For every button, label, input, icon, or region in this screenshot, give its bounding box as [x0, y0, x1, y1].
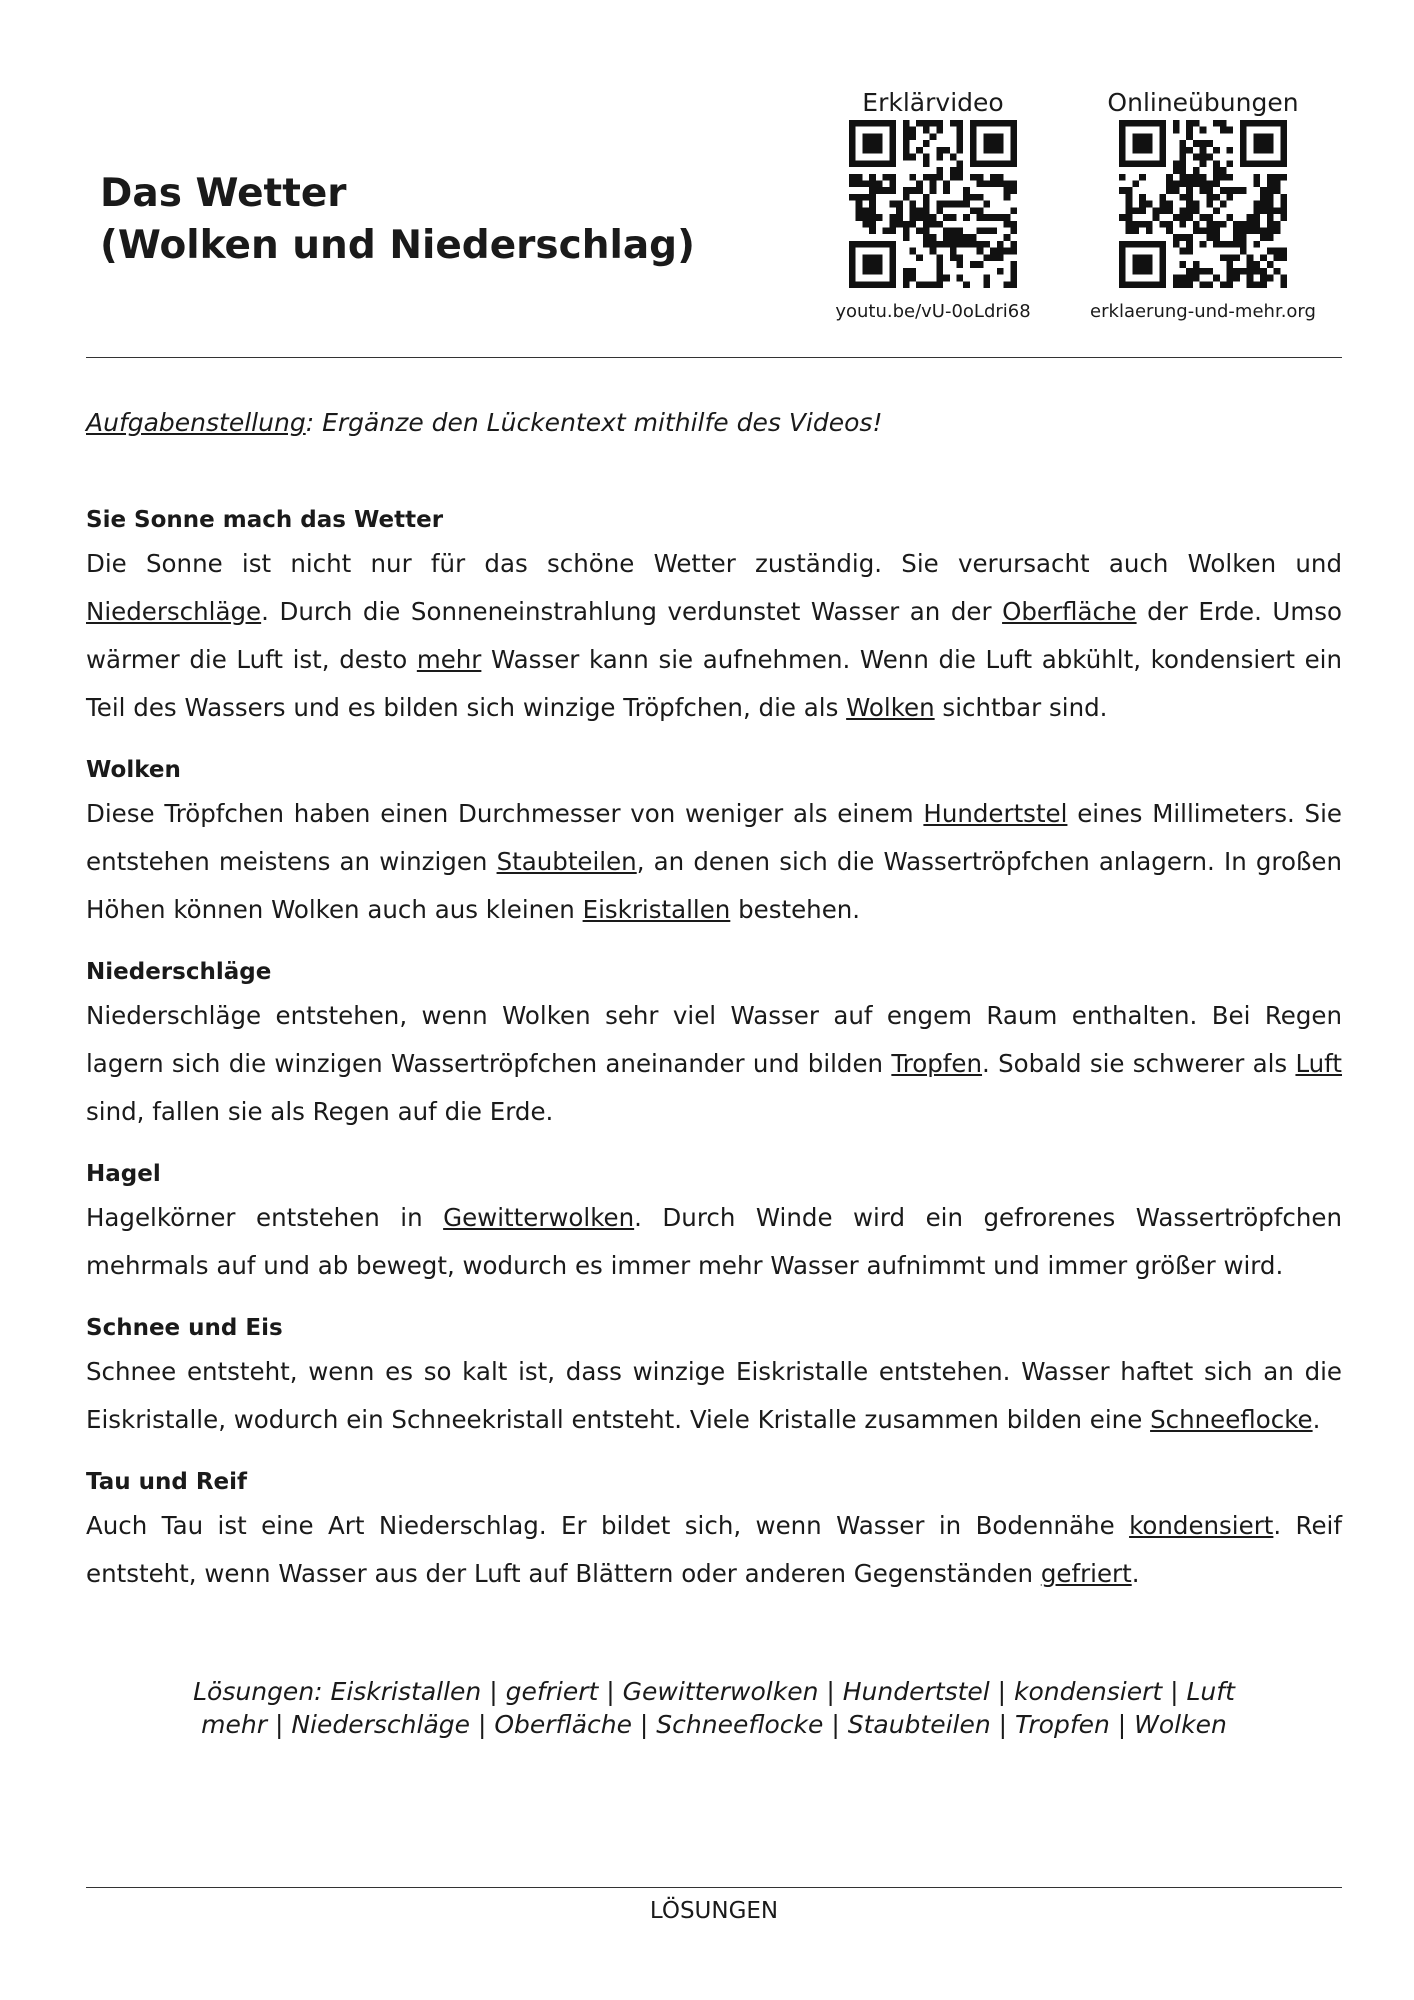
gap-answer: Wolken	[846, 693, 935, 722]
section-text	[86, 540, 1342, 732]
solutions-line-1: Lösungen: Eiskristallen | gefriert | Gewitterwolken | Hundertstel | kondensiert | Luft	[193, 1677, 1235, 1706]
gap-answer: gefriert	[1040, 1559, 1132, 1588]
text-fragment: Hagelkörner entstehen in	[86, 1203, 444, 1232]
gap-answer: Hundertstel	[923, 799, 1068, 828]
text-fragment: sind, fallen sie als Regen auf die Erde.	[86, 1097, 554, 1126]
task-label: Aufgabenstellung	[86, 408, 306, 437]
section	[86, 1462, 1342, 1598]
cloze-text	[86, 500, 1342, 1616]
practice-qr-code-icon[interactable]	[1119, 120, 1287, 288]
section	[86, 750, 1342, 934]
section-heading: Schnee und Eis	[86, 1315, 283, 1341]
text-fragment: Auch Tau ist eine Art Niederschlag. Er bildet sich, wenn Wasser in Bodennähe	[86, 1511, 1130, 1540]
footer-divider	[86, 1887, 1342, 1888]
gap-answer: Gewitterwolken	[443, 1203, 635, 1232]
text-fragment: eines Millimeters. Sie entstehen meistens an winzigen	[86, 799, 1342, 876]
text-fragment: Schnee entsteht, wenn es so kalt ist, dass winzige Eiskristalle entstehen. Wasser haftet sich an die Eiskristalle, wodurch ein Schneekristall entsteht. Viele Kristalle zusammen bilden eine	[86, 1357, 1342, 1434]
gap-answer: Niederschläge	[86, 597, 262, 626]
text-fragment: Diese Tröpfchen haben einen Durchmesser von weniger als einem	[86, 799, 924, 828]
solutions-line-2: mehr | Niederschläge | Oberfläche | Schneeflocke | Staubteilen | Tropfen | Wolken	[201, 1710, 1227, 1739]
section-text	[86, 1348, 1342, 1444]
task-instruction	[86, 405, 1342, 441]
section-heading: Tau und Reif	[86, 1469, 248, 1495]
title-line-2: (Wolken und Niederschlag)	[100, 223, 695, 268]
text-fragment: . Durch Winde wird ein gefrorenes Wassertröpfchen mehrmals auf und ab bewegt, wodurch es immer mehr Wasser aufnimmt und immer größer wird.	[86, 1203, 1342, 1280]
gap-answer: Staubteilen	[496, 847, 637, 876]
gap-answer: kondensiert	[1129, 1511, 1274, 1540]
text-fragment: .	[1312, 1405, 1321, 1434]
text-fragment: bestehen.	[730, 895, 861, 924]
text-fragment: .	[1131, 1559, 1140, 1588]
section-heading: Wolken	[86, 757, 181, 783]
gap-answer: Eiskristallen	[582, 895, 731, 924]
section-heading: Hagel	[86, 1161, 161, 1187]
footer-label: LÖSUNGEN	[649, 1898, 779, 1924]
gap-answer: Luft	[1295, 1049, 1342, 1078]
text-fragment: der Erde. Umso wärmer die Luft ist, desto	[86, 597, 1342, 674]
text-fragment: sichtbar sind.	[934, 693, 1108, 722]
section-heading: Niederschläge	[86, 959, 272, 985]
practice-qr-label: Onlineübungen	[1107, 88, 1299, 117]
gap-answer: Schneeflocke	[1150, 1405, 1313, 1434]
section-text	[86, 1194, 1342, 1290]
video-url[interactable]: youtu.be/vU-0oLdri68	[835, 301, 1031, 322]
title-line-1: Das Wetter	[100, 171, 347, 216]
practice-qr-block[interactable]	[1088, 86, 1318, 324]
page-title	[100, 168, 695, 272]
solutions-box	[86, 1675, 1342, 1741]
section-heading: Sie Sonne mach das Wetter	[86, 507, 444, 533]
video-qr-code-icon[interactable]	[849, 120, 1017, 288]
task-colon: :	[305, 408, 315, 437]
text-fragment: . Reif entsteht, wenn Wasser aus der Luft auf Blättern oder anderen Gegenständen	[86, 1511, 1342, 1588]
section-text	[86, 790, 1342, 934]
section	[86, 500, 1342, 732]
section	[86, 952, 1342, 1136]
section-text	[86, 992, 1342, 1136]
text-fragment: Die Sonne ist nicht nur für das schöne Wetter zuständig. Sie verursacht auch Wolken und	[86, 549, 1342, 578]
gap-answer: Oberfläche	[1002, 597, 1137, 626]
section	[86, 1154, 1342, 1290]
practice-url[interactable]: erklaerung-und-mehr.org	[1090, 301, 1316, 322]
section-text	[86, 1502, 1342, 1598]
header-divider	[86, 357, 1342, 358]
text-fragment: . Sobald sie schwerer als	[982, 1049, 1296, 1078]
video-qr-label: Erklärvideo	[862, 88, 1004, 117]
text-fragment: . Durch die Sonneneinstrahlung verdunstet Wasser an der	[261, 597, 1003, 626]
text-fragment: Wasser kann sie aufnehmen. Wenn die Luft abkühlt, kondensiert ein Teil des Wassers und es bilden sich winzige Tröpfchen, die als	[86, 645, 1342, 722]
section	[86, 1308, 1342, 1444]
text-fragment: Niederschläge entstehen, wenn Wolken sehr viel Wasser auf engem Raum enthalten. Bei Regen lagern sich die winzigen Wassertröpfchen aneinander und bilden	[86, 1001, 1342, 1078]
text-fragment: , an denen sich die Wassertröpfchen anlagern. In großen Höhen können Wolken auch aus kleinen	[86, 847, 1342, 924]
gap-answer: Tropfen	[891, 1049, 983, 1078]
video-qr-block[interactable]	[828, 86, 1038, 324]
gap-answer: mehr	[416, 645, 482, 674]
task-text: Ergänze den Lückentext mithilfe des Videos!	[314, 408, 883, 437]
